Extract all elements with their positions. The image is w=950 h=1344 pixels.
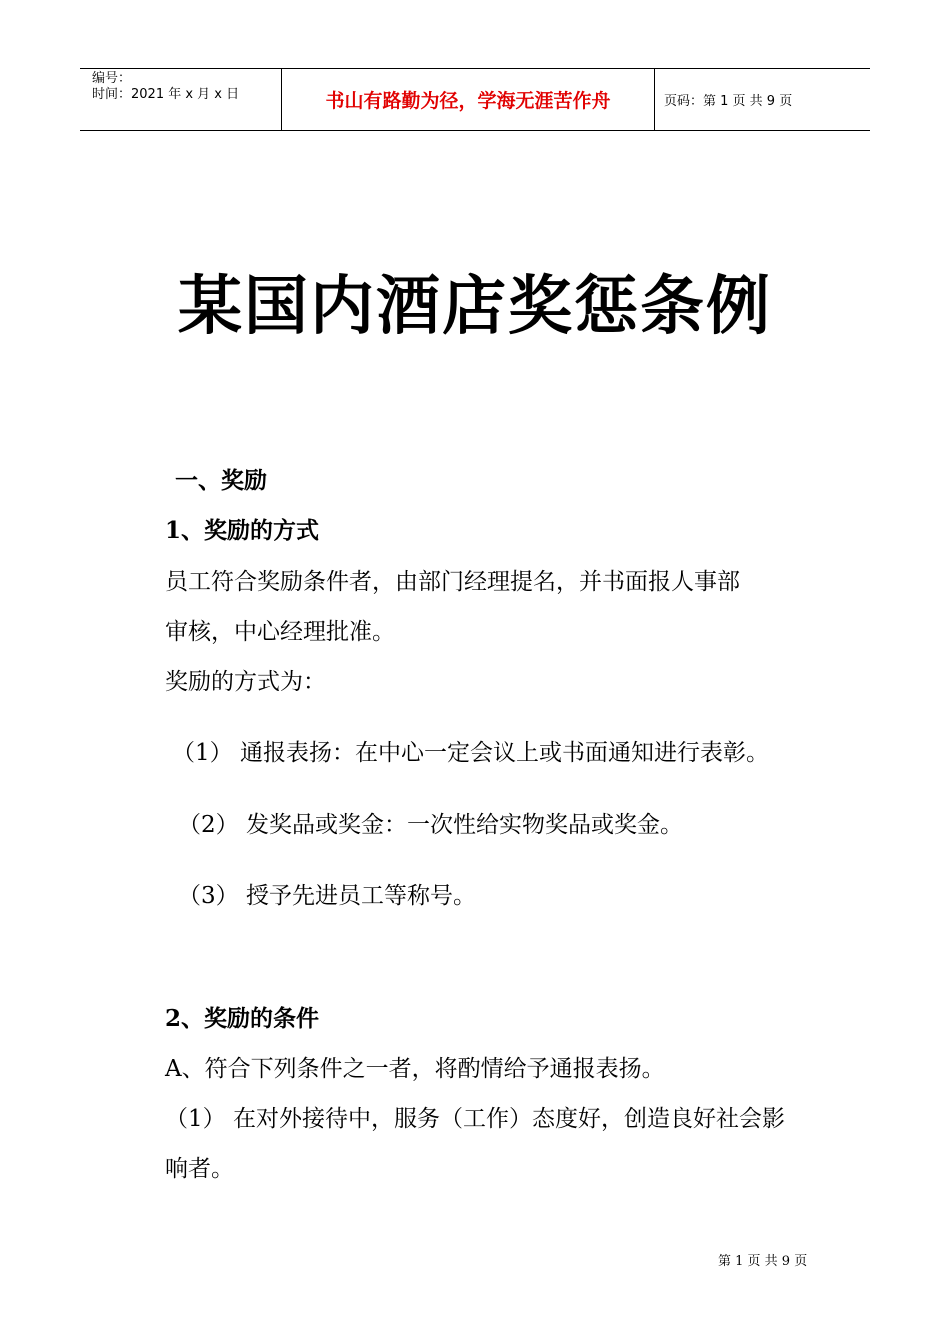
list-item: （1） 通报表扬：在中心一定会议上或书面通知进行表彰。 [172,740,769,766]
header-meta [80,69,282,130]
footer-page-info: 第 1 页 共 9 页 [718,1254,808,1269]
list-item: （2） 发奖品或奖金：一次性给实物奖品或奖金。 [178,812,683,838]
list-item: （3） 授予先进员工等称号。 [178,883,476,909]
paragraph-line: 员工符合奖励条件者，由部门经理提名，并书面报人事部 [165,569,740,595]
subheading-reward-methods: 1、奖励的方式 [165,517,320,544]
document-header [80,68,870,131]
header-time-label: 时间：2021 年 x 月 x 日 [92,87,240,102]
list-item: （1） 在对外接待中，服务（工作）态度好，创造良好社会影 [165,1106,785,1132]
paragraph-line: 审核，中心经理批准。 [165,619,395,645]
paragraph-line: 响者。 [165,1156,234,1182]
paragraph-line: 奖励的方式为： [165,669,326,695]
document-title: 某国内酒店奖惩条例 [178,269,772,344]
header-page-info: 页码：第 1 页 共 9 页 [664,94,793,109]
subheading-reward-conditions: 2、奖励的条件 [165,1005,320,1032]
paragraph-line: A、符合下列条件之一者，将酌情给予通报表扬。 [165,1056,665,1082]
section-heading-rewards: 一、奖励 [175,467,267,494]
header-number-label: 编号： [92,71,132,86]
header-motto: 书山有路勤为径，学海无涯苦作舟 [282,69,655,130]
